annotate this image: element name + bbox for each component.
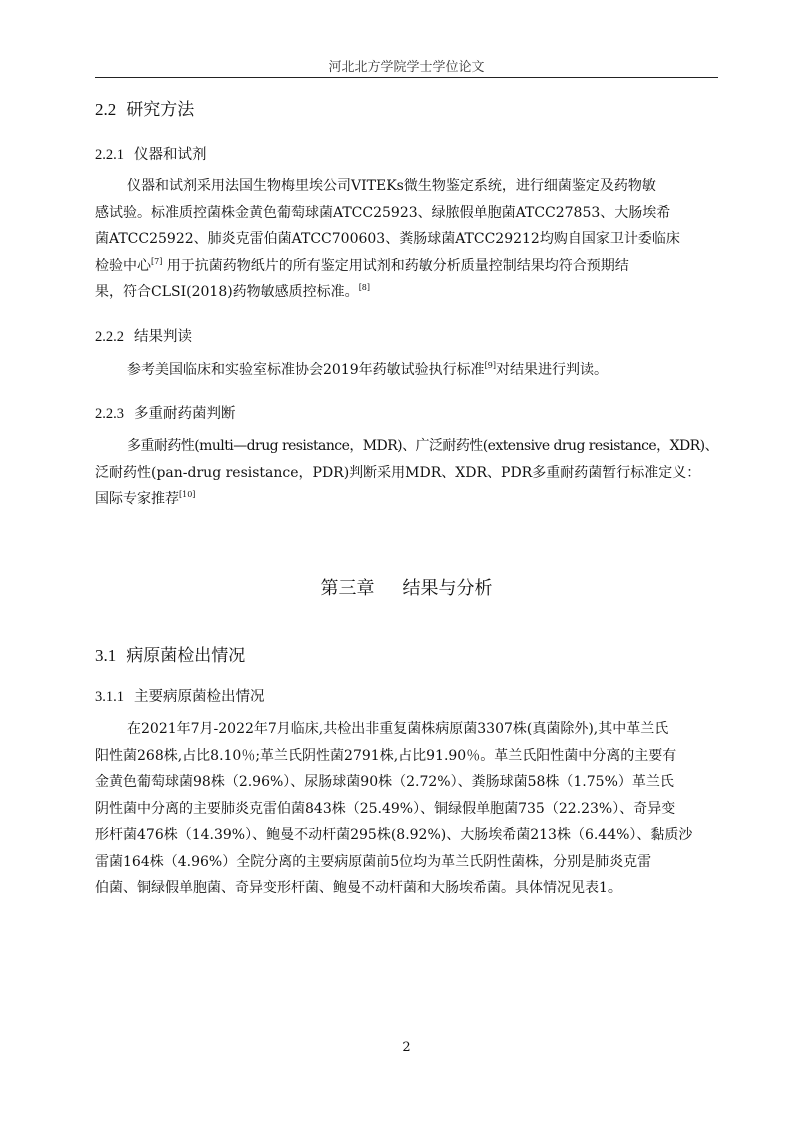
subsection-heading-2-2-2 [95,327,192,347]
section-title: 病原菌检出情况 [126,646,246,666]
running-header: 河北北方学院学士学位论文 [328,60,485,75]
paragraph-instruments [95,173,718,306]
section-number: 3.1 [95,646,117,665]
text-line: 菌ATCC25922、肺炎克雷伯菌ATCC700603、粪肠球菌ATCC29212均购自国家卫计委临床 [95,231,680,247]
text-line: 金黄色葡萄球菌98株（2.96%）、尿肠球菌90株（2.72%）、粪肠球菌58株（1.75%）革兰氏 [95,774,674,790]
subsection-heading-3-1-1 [95,687,265,707]
header-rule [95,77,718,78]
text-line: 仪器和试剂采用法国生物梅里埃公司VITEKs微生物鉴定系统，进行细菌鉴定及药物敏 [127,178,656,194]
subsection-number: 3.1.1 [95,689,124,705]
subsection-title: 结果判读 [134,329,192,345]
text-line: 阳性菌268株,占比8.10％;革兰氏阴性菌2791株,占比91.90％。革兰氏阳性菌中分离的主要有 [95,747,677,764]
text-line: 伯菌、铜绿假单胞菌、奇异变形杆菌、鲍曼不动杆菌和大肠埃希菌。具体情况见表1。 [95,880,622,896]
subsection-heading-2-2-3 [95,404,236,424]
citation-ref: [7] [151,256,163,266]
text-line: 多重耐药性(multi—drug resistance，MDR)、广泛耐药性(extensive drug resistance，XDR)、 [127,438,719,454]
citation-ref: [9] [484,361,496,370]
citation-ref: [8] [358,283,371,292]
subsection-title: 主要病原菌检出情况 [134,689,265,705]
section-title: 研究方法 [126,100,195,120]
text-line: 阴性菌中分离的主要肺炎克雷伯菌843株（25.49%）、铜绿假单胞菌735（22.23%）、奇异变 [95,800,676,817]
text-line: 检验中心[7] 用于抗菌药物纸片的所有鉴定用试剂和药敏分析质量控制结果均符合预期结 [95,256,629,274]
paragraph-result-interpretation [95,357,718,384]
text-line: 果，符合CLSI(2018)药物敏感质控标准。[8] [95,283,371,300]
text-line: 泛耐药性(pan-drug resistance，PDR)判断采用MDR、XDR、PDR多重耐药菌暂行标准定义： [95,464,701,481]
paragraph-pathogen-detection [95,716,718,902]
text-line: 国际专家推荐[10] [95,490,196,507]
text-line: 在2021年7月-2022年7月临床,共检出非重复菌株病原菌3307株(真菌除外),其中革兰氏 [127,721,669,737]
subsection-title: 多重耐药菌判断 [134,406,236,422]
section-heading-3-1 [95,645,245,667]
section-heading-2-2 [95,99,194,121]
chapter-title [95,577,718,601]
subsection-heading-2-2-1 [95,145,207,165]
subsection-number: 2.2.3 [95,406,124,422]
text-line: 感试验。标准质控菌株金黄色葡萄球菌ATCC25923、绿脓假单胞菌ATCC27853、大肠埃希 [95,204,671,221]
chapter-label: 第三章 [320,578,375,599]
subsection-number: 2.2.1 [95,147,124,163]
subsection-title: 仪器和试剂 [134,147,207,163]
subsection-number: 2.2.2 [95,329,124,345]
page-number: 2 [402,1040,411,1055]
section-number: 2.2 [95,100,117,119]
text-line: 形杆菌476株（14.39%）、鲍曼不动杆菌295株(8.92%)、大肠埃希菌213株（6.44%）、黏质沙 [95,827,693,843]
paragraph-mdr-definition [95,433,718,513]
citation-ref: [10] [179,490,196,499]
text-line: 参考美国临床和实验室标准协会2019年药敏试验执行标准[9]对结果进行判读。 [127,361,608,378]
text-line: 雷菌164株（4.96%）全院分离的主要病原菌前5位均为革兰氏阴性菌株，分别是肺炎克雷 [95,853,652,870]
chapter-name: 结果与分析 [402,578,493,599]
